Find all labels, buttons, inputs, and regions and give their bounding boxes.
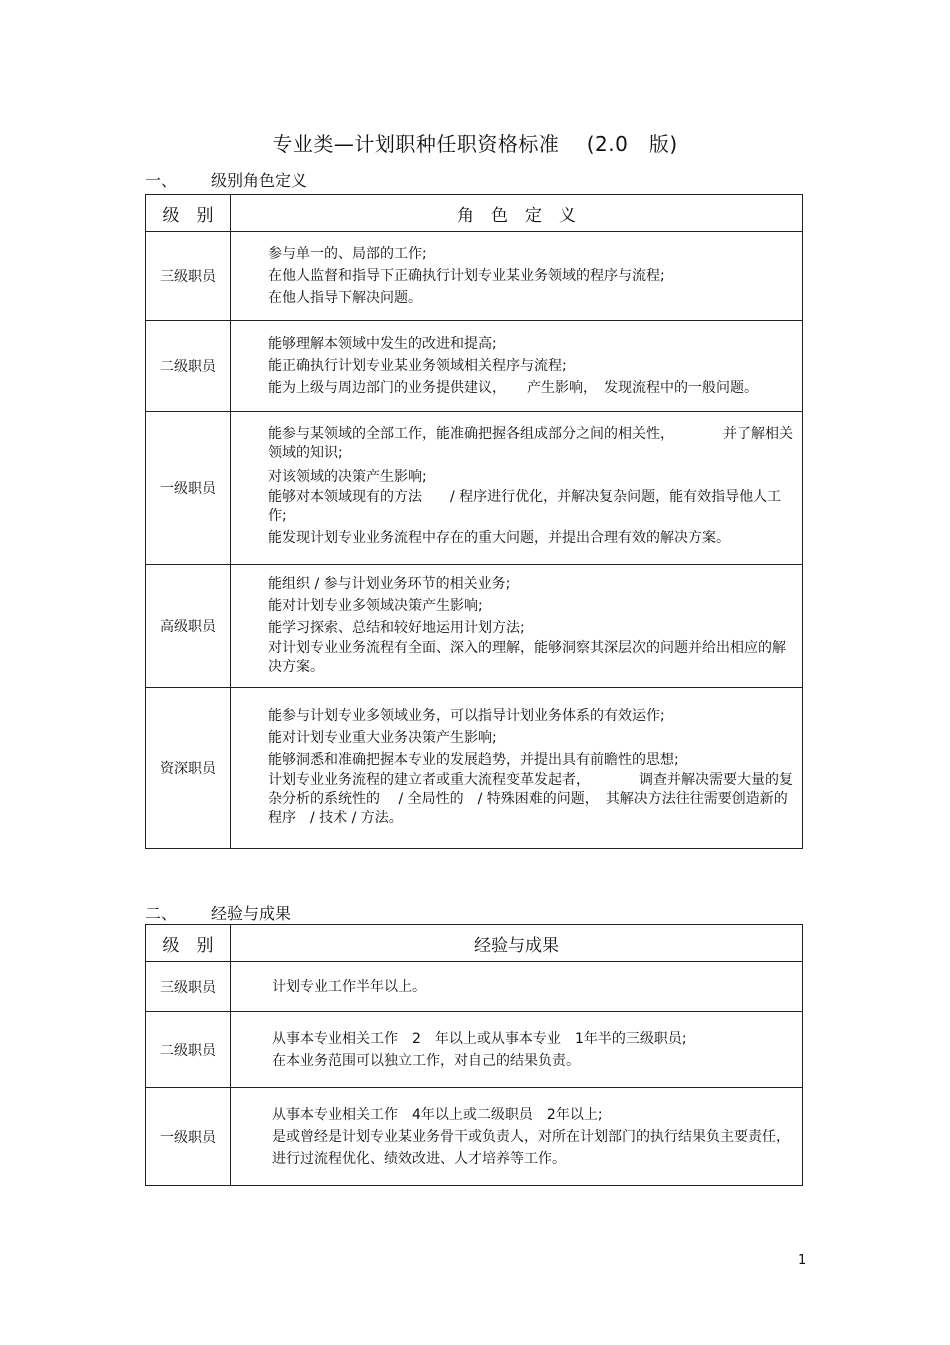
definition-line: 能参与某领域的全部工作，能准确把握各组成部分之间的相关性， 并了解相关领域的知识; [268, 426, 793, 461]
header-level: 级 别 [146, 925, 231, 962]
header-experience: 经验与成果 [231, 925, 803, 962]
definition-cell [231, 321, 803, 412]
definition-line: 在他人指导下解决问题。 [268, 290, 422, 306]
definition-line: 对该领域的决策产生影响; [268, 469, 427, 485]
definition-cell [231, 412, 803, 565]
definition-cell [231, 232, 803, 321]
section-2-heading [145, 901, 291, 924]
experience-cell [231, 962, 803, 1012]
section-2-title: 经验与成果 [211, 904, 292, 923]
level-cell: 三级职员 [146, 232, 231, 321]
definition-line: 能参与计划专业多领域业务，可以指导计划业务体系的有效运作; [268, 708, 665, 724]
definition-line: 能对计划专业多领域决策产生影响; [268, 597, 483, 614]
experience-line: 在本业务范围可以独立工作，对自己的结果负责。 [272, 1052, 580, 1069]
definition-line: 参与单一的、局部的工作; [268, 246, 427, 262]
level-cell: 一级职员 [146, 412, 231, 565]
level-cell: 三级职员 [146, 962, 231, 1012]
level-cell: 高级职员 [146, 565, 231, 688]
definition-line: 在他人监督和指导下正确执行计划专业某业务领域的程序与流程; [268, 268, 665, 284]
role-definition-table [145, 194, 803, 849]
definition-cell [231, 688, 803, 849]
definition-line: 能学习探索、总结和较好地运用计划方法; [268, 619, 525, 636]
page-number: 1 [798, 1253, 807, 1268]
definition-line: 能对计划专业重大业务决策产生影响; [268, 730, 497, 746]
table-row [146, 565, 803, 688]
experience-line: 是或曾经是计划专业某业务骨干或负责人，对所在计划部门的执行结果负主要责任，进行过流程优化、绩效改进、人才培养等工作。 [272, 1128, 790, 1167]
definition-line: 能发现计划专业业务流程中存在的重大问题，并提出合理有效的解决方案。 [268, 530, 730, 546]
definition-line: 对计划专业业务流程有全面、深入的理解，能够洞察其深层次的问题并给出相应的解决方案。 [268, 639, 786, 675]
definition-line: 能够洞悉和准确把握本专业的发展趋势，并提出具有前瞻性的思想; [268, 752, 679, 768]
section-1-number: 一、 [145, 171, 178, 190]
definition-line: 能为上级与周边部门的业务提供建议， 产生影响， 发现流程中的一般问题。 [268, 380, 758, 396]
definition-line: 计划专业业务流程的建立者或重大流程变革发起者， 调查并解决需要大量的复杂分析的系统性的 / 全局性的 / 特殊困难的问题， 其解决方法往往需要创造新的程序 / 技术 / 方法。 [268, 772, 793, 826]
table-header-row [146, 195, 803, 232]
experience-cell [231, 1088, 803, 1186]
experience-table [145, 924, 803, 1186]
experience-line: 从事本专业相关工作 4年以上或二级职员 2年以上; [272, 1106, 603, 1123]
definition-line: 能组织 / 参与计划业务环节的相关业务; [268, 575, 511, 592]
experience-line: 从事本专业相关工作 2 年以上或从事本专业 1年半的三级职员; [272, 1030, 687, 1047]
table-row [146, 962, 803, 1012]
level-cell: 资深职员 [146, 688, 231, 849]
definition-line: 能够对本领域现有的方法 / 程序进行优化，并解决复杂问题，能有效指导他人工作; [268, 489, 782, 524]
definition-cell [231, 565, 803, 688]
page-title: 专业类—计划职种任职资格标准 (2.0 版) [272, 132, 678, 156]
header-role-definition: 角 色 定 义 [231, 195, 803, 232]
table-header-row [146, 925, 803, 962]
level-cell: 二级职员 [146, 321, 231, 412]
section-1-heading [145, 168, 307, 191]
table-row [146, 321, 803, 412]
table-row [146, 1012, 803, 1088]
definition-line: 能正确执行计划专业某业务领域相关程序与流程; [268, 358, 567, 374]
table-row [146, 412, 803, 565]
definition-line: 能够理解本领域中发生的改进和提高; [268, 336, 497, 352]
section-2-number: 二、 [145, 904, 178, 923]
experience-line: 计划专业工作半年以上。 [272, 978, 426, 995]
level-cell: 二级职员 [146, 1012, 231, 1088]
table-row [146, 1088, 803, 1186]
table-row [146, 688, 803, 849]
table-row [146, 232, 803, 321]
section-1-title: 级别角色定义 [211, 171, 308, 190]
header-level: 级 别 [146, 195, 231, 232]
experience-cell [231, 1012, 803, 1088]
level-cell: 一级职员 [146, 1088, 231, 1186]
